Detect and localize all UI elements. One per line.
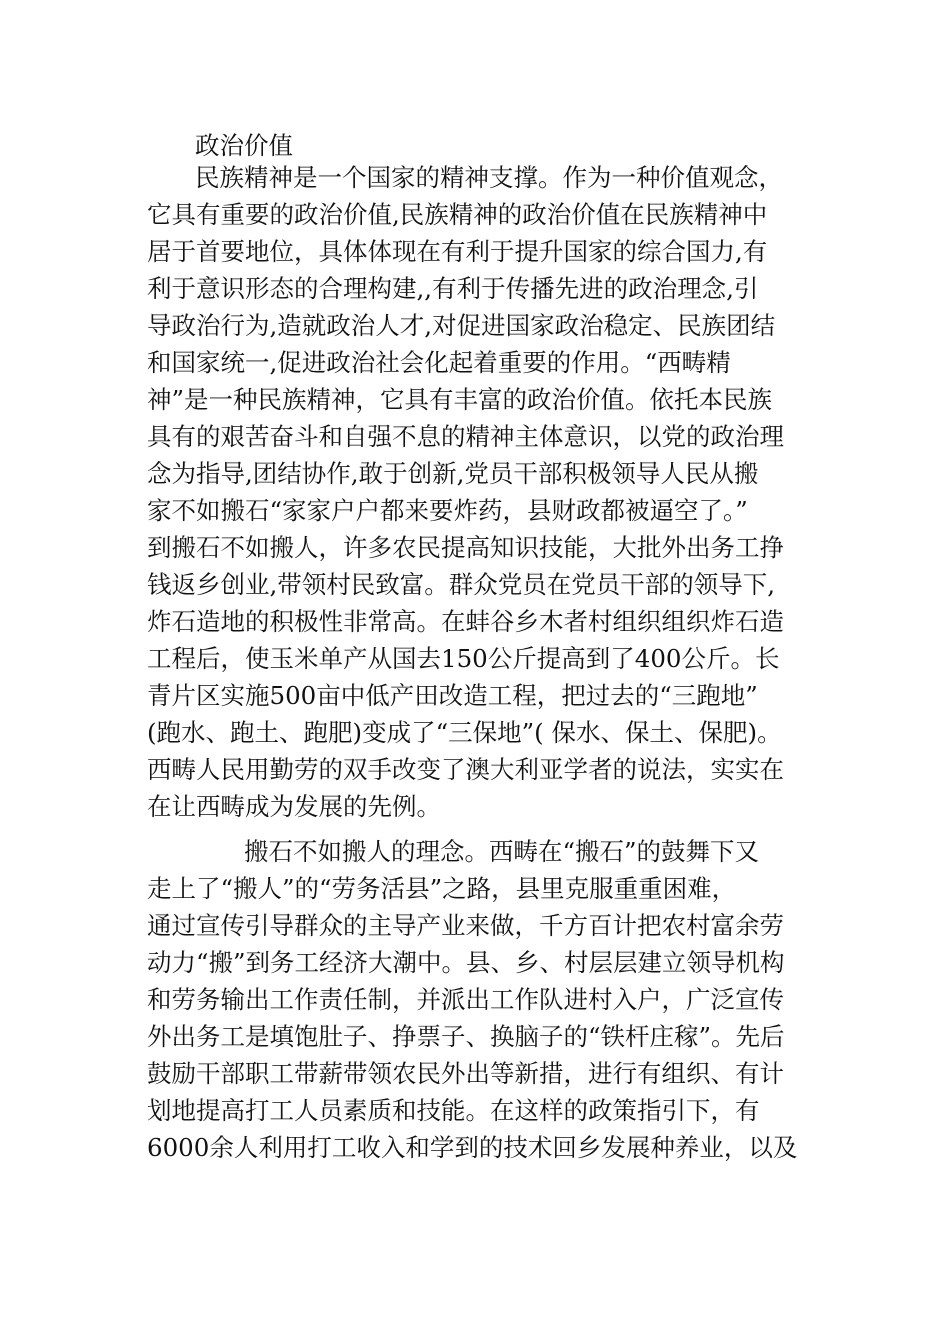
text-line: 青片区实施500亩中低产田改造工程，把过去的“三跑地” — [147, 681, 758, 710]
text-line: 外出务工是填饱肚子、挣票子、换脑子的“铁杆庄稼”。先后 — [147, 1022, 785, 1051]
text-line: 具有的艰苦奋斗和自强不息的精神主体意识，以党的政治理 — [147, 422, 784, 451]
text-line: 搬石不如搬人的理念。西畴在“搬石”的鼓舞下又 — [244, 837, 760, 866]
text-line: 西畴人民用勤劳的双手改变了澳大利亚学者的说法，实实在 — [147, 755, 784, 784]
text-line: 工程后，使玉米单产从国去150公斤提高到了400公斤。长 — [147, 644, 780, 673]
section-heading: 政治价值 — [195, 131, 293, 160]
text-line: 家不如搬石“家家户户都来要炸药，县财政都被逼空了。” — [147, 496, 748, 525]
text-line: 居于首要地位，具体体现在有利于提升国家的综合国力,有 — [147, 237, 768, 266]
text-line: 在让西畴成为发展的先例。 — [147, 792, 441, 821]
text-line: 划地提高打工人员素质和技能。在这样的政策指引下，有 — [147, 1096, 760, 1125]
text-line: 走上了“搬人”的“劳务活县”之路，县里克服重重困难， — [147, 874, 737, 903]
text-line: 到搬石不如搬人，许多农民提高知识技能，大批外出务工挣 — [147, 533, 784, 562]
text-line: 炸石造地的积极性非常高。在蚌谷乡木者村组织组织炸石造 — [147, 607, 784, 636]
text-line: 动力“搬”到务工经济大潮中。县、乡、村层层建立领导机构 — [147, 948, 785, 977]
text-line: 利于意识形态的合理构建,,有利于传播先进的政治理念,引 — [147, 274, 759, 303]
text-line: 神”是一种民族精神，它具有丰富的政治价值。依托本民族 — [147, 385, 773, 414]
text-line: 鼓励干部职工带薪带领农民外出等新措，进行有组织、有计 — [147, 1059, 784, 1088]
text-line: 通过宣传引导群众的主导产业来做，千方百计把农村富余劳 — [147, 911, 784, 940]
text-line: 和劳务输出工作责任制，并派出工作队进村入户，广泛宣传 — [147, 985, 784, 1014]
text-line: 念为指导,团结协作,敢于创新,党员干部积极领导人民从搬 — [147, 459, 759, 488]
text-line: 6000余人利用打工收入和学到的技术回乡发展种养业，以及 — [147, 1133, 798, 1162]
text-line: 它具有重要的政治价值,民族精神的政治价值在民族精神中 — [147, 200, 768, 229]
text-line: (跑水、跑土、跑肥)变成了“三保地”( 保水、保土、保肥)。 — [147, 718, 782, 747]
text-line: 钱返乡创业,带领村民致富。群众党员在党员干部的领导下, — [147, 570, 776, 599]
text-line: 和国家统一,促进政治社会化起着重要的作用。“西畴精 — [147, 348, 731, 377]
text-line: 民族精神是一个国家的精神支撑。作为一种价值观念， — [195, 163, 783, 192]
text-line: 导政治行为,造就政治人才,对促进国家政治稳定、民族团结 — [147, 311, 776, 340]
